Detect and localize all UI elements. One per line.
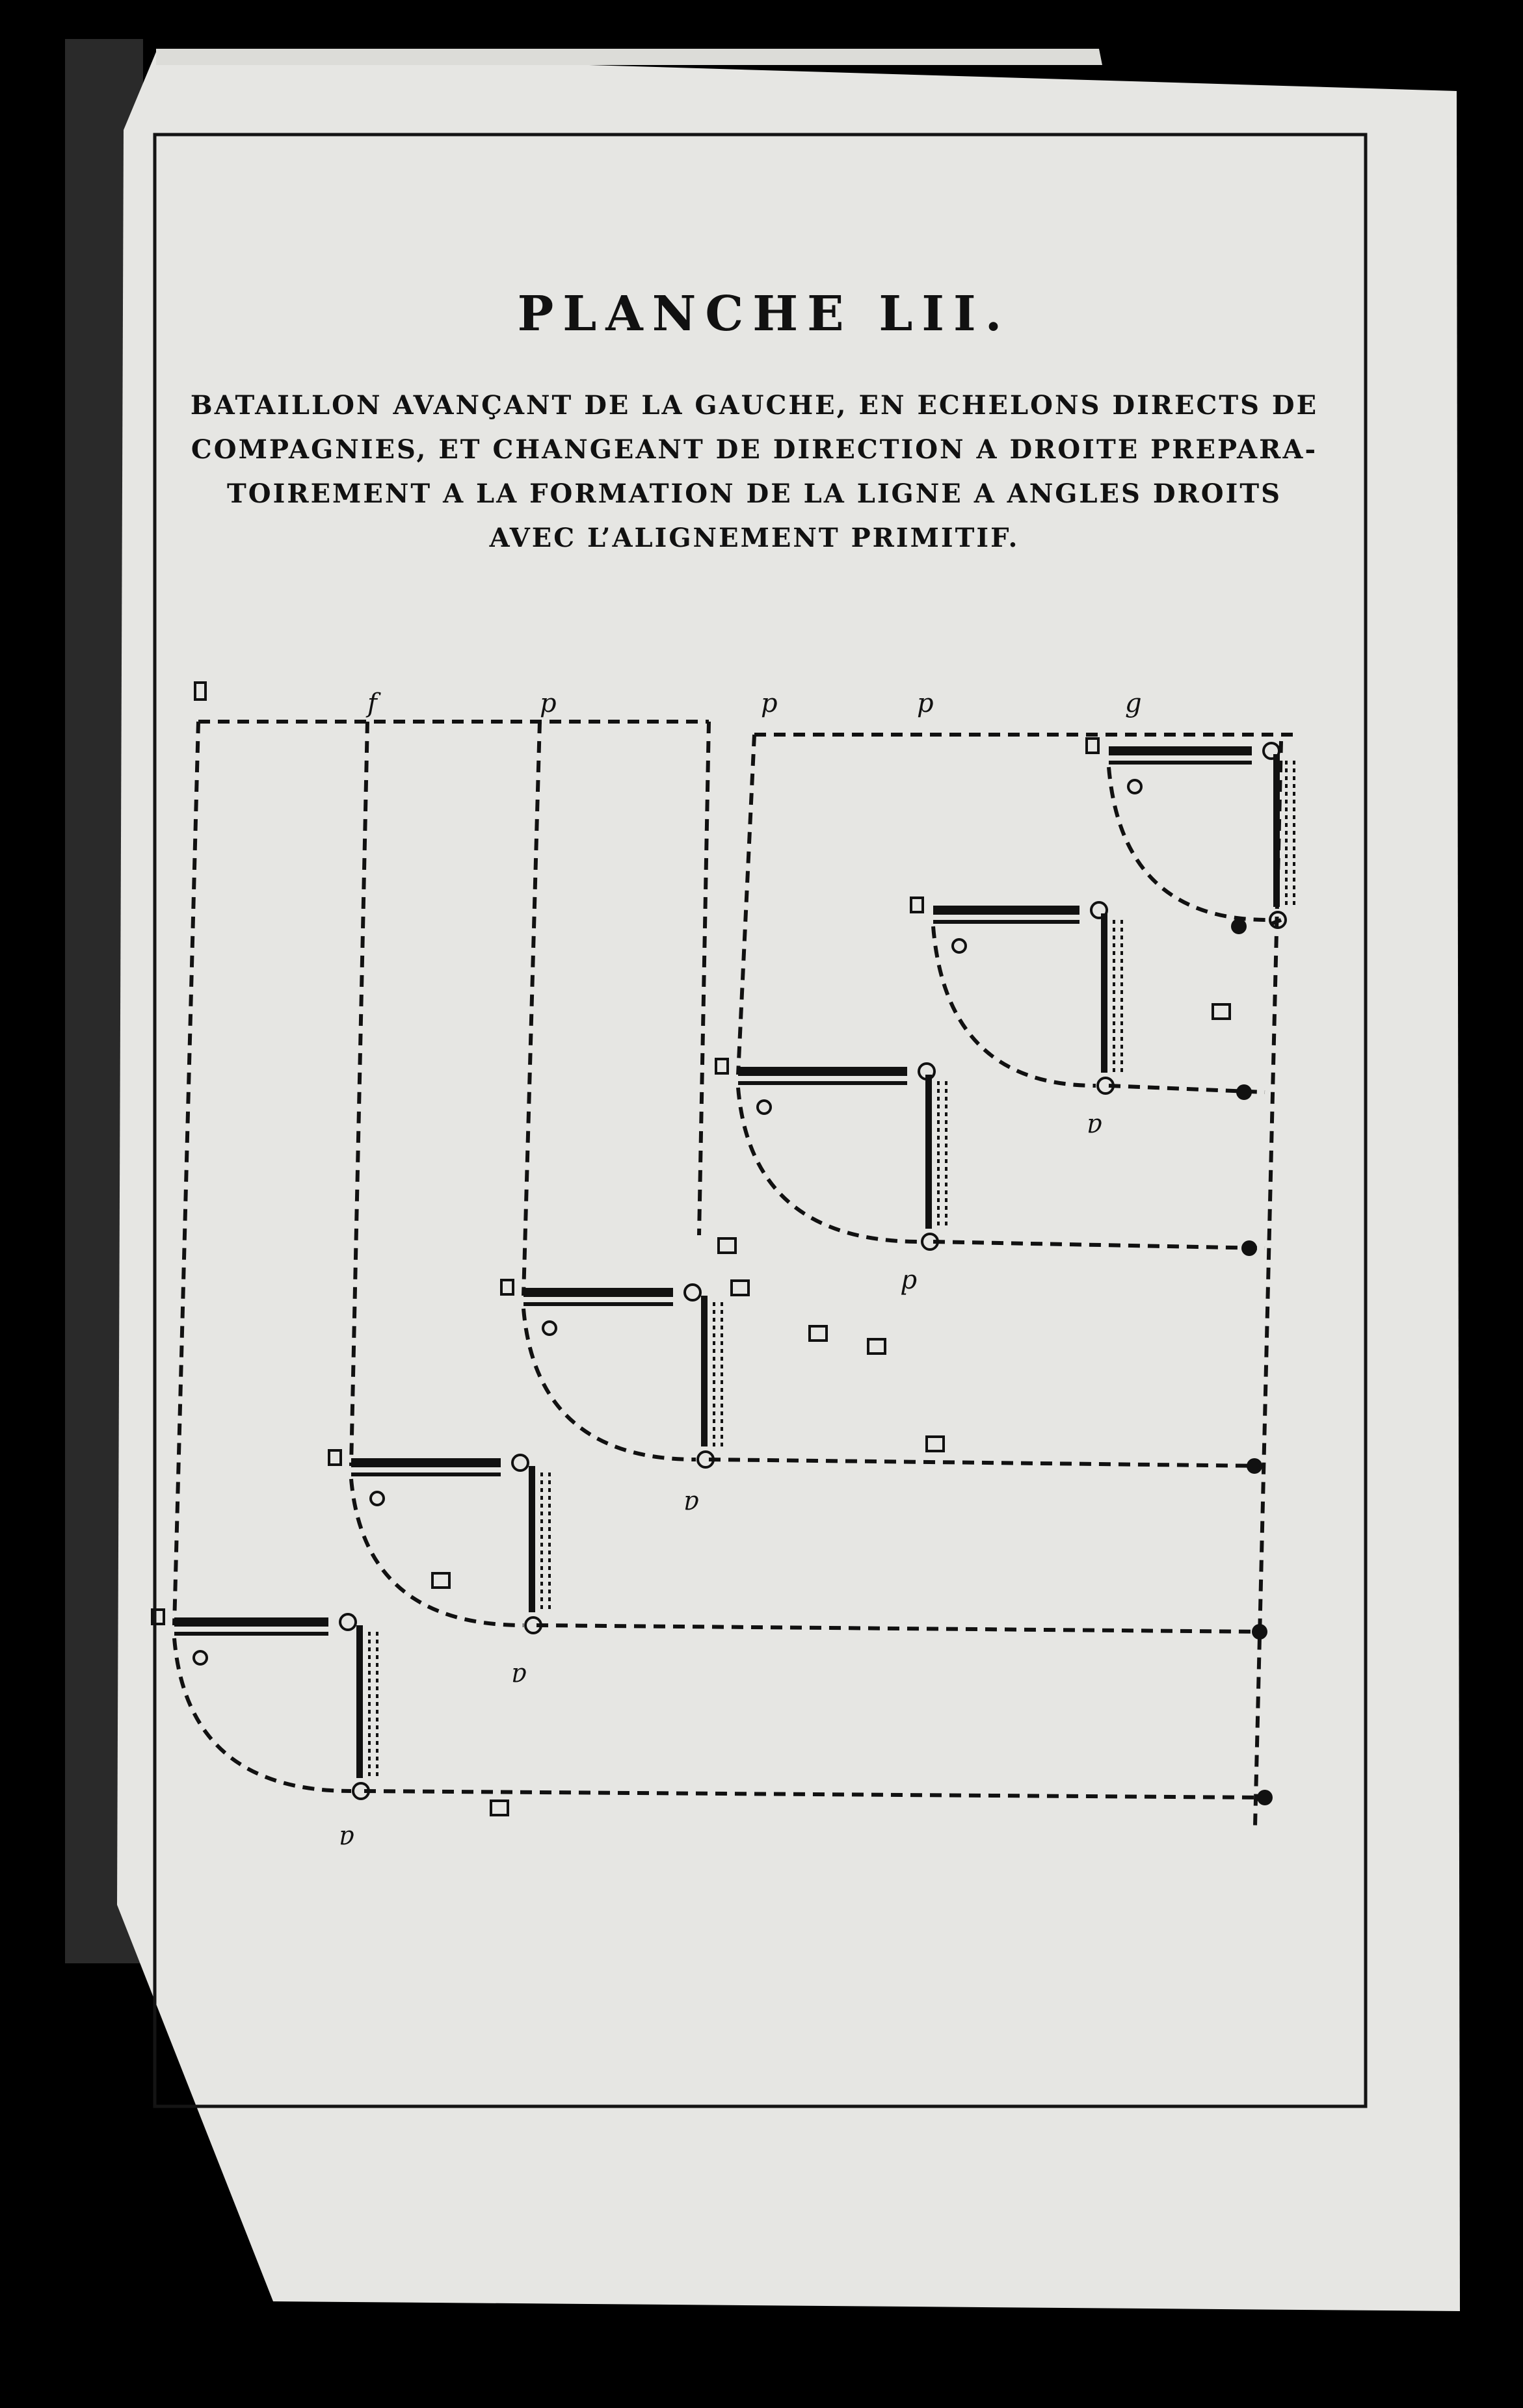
company-bar-rule-3 [523, 1302, 673, 1306]
bottom-label-1: a [339, 1824, 354, 1854]
alignment-point-1 [1257, 1790, 1273, 1805]
company-bar-rule-1 [174, 1632, 328, 1636]
pivot-circle-1 [194, 1651, 207, 1664]
company-column-2 [529, 1466, 535, 1612]
company-column-3 [701, 1296, 708, 1446]
company-bar-rule-6 [1109, 761, 1252, 765]
company-bar-4 [738, 1067, 907, 1076]
company-column-1 [356, 1625, 363, 1778]
corner-marker [195, 683, 205, 700]
bottom-label-4: a [1087, 1112, 1102, 1142]
pivot-circle-right-2 [512, 1455, 528, 1471]
bottom-label-2: a [511, 1662, 527, 1692]
march-line-4 [933, 1242, 1265, 1248]
company-bar-1 [174, 1617, 328, 1627]
wheel-arc-6 [1109, 767, 1268, 920]
officer-marker-1 [491, 1801, 508, 1815]
caption-line-2: COMPAGNIES, ET CHANGEANT DE DIRECTION A DROITE PREPARA- [191, 434, 1318, 465]
pivot-circle-4 [758, 1101, 771, 1114]
officer-marker-4 [868, 1339, 885, 1354]
officer-marker-2 [432, 1573, 449, 1588]
officer-marker-5 [927, 1437, 944, 1451]
company-bar-3 [523, 1288, 673, 1297]
guide-line-left [174, 722, 198, 1625]
top-label-5: g [1125, 688, 1142, 718]
alignment-point-2 [1252, 1624, 1267, 1640]
officer-marker-3 [810, 1326, 827, 1341]
march-line-3 [709, 1459, 1265, 1466]
guide-line-2 [351, 722, 367, 1466]
top-label-4: p [917, 688, 934, 718]
company-bar-5 [933, 906, 1079, 915]
pivot-circle-right-1 [340, 1614, 356, 1630]
guide-marker-5 [911, 898, 923, 912]
pivot-circle-5 [953, 939, 966, 952]
top-label-1: f [367, 688, 377, 718]
alignment-point-4 [1241, 1240, 1257, 1256]
caption-line-4: AVEC L’ALIGNEMENT PRIMITIF. [489, 523, 1020, 553]
company-bar-rule-5 [933, 920, 1079, 924]
guide-marker-6 [1087, 739, 1098, 753]
guide-line-4 [699, 722, 709, 1235]
officer-marker-7 [719, 1238, 735, 1253]
march-line-1 [364, 1791, 1265, 1798]
march-line-2 [536, 1625, 1265, 1632]
wheel-arc-5 [933, 926, 1096, 1086]
top-label-2: p [540, 688, 557, 718]
company-bar-rule-2 [351, 1472, 501, 1476]
top-label-3: p [761, 688, 778, 718]
guide-line-3 [523, 722, 540, 1296]
guide-marker-2 [329, 1450, 341, 1465]
pivot-circle-6 [1128, 780, 1141, 793]
guide-marker-3 [501, 1280, 513, 1294]
wheel-arc-1 [174, 1638, 351, 1791]
plate-title: PLANCHE LII. [517, 286, 1011, 342]
alignment-point-6 [1231, 919, 1247, 934]
company-bar-rule-4 [738, 1081, 907, 1085]
pivot-circle-2 [371, 1492, 384, 1505]
guide-line-5 [738, 735, 754, 1075]
wheel-arc-3 [523, 1309, 696, 1459]
guide-marker-4 [716, 1059, 728, 1073]
company-bar-6 [1109, 746, 1252, 755]
caption-line-3: TOIREMENT A LA FORMATION DE LA LIGNE A ANGLES DROITS [227, 478, 1282, 509]
officer-marker-6 [1213, 1004, 1230, 1019]
company-column-5 [1101, 913, 1107, 1073]
bottom-label-5: d [900, 1268, 917, 1298]
bottom-label-3: a [683, 1489, 699, 1519]
company-column-6 [1273, 754, 1280, 907]
company-column-4 [925, 1075, 932, 1229]
officer-marker-8 [732, 1281, 748, 1295]
company-bar-2 [351, 1458, 501, 1467]
guide-marker-1 [152, 1610, 164, 1624]
pivot-circle-3 [543, 1322, 556, 1335]
pivot-circle-right-3 [685, 1285, 700, 1300]
caption-line-1: BATAILLON AVANÇANT DE LA GAUCHE, EN ECHELONS DIRECTS DE [190, 390, 1319, 421]
wheel-arc-4 [738, 1088, 920, 1242]
alignment-point-5 [1236, 1084, 1252, 1100]
alignment-point-3 [1247, 1458, 1262, 1474]
wheel-arc-2 [351, 1479, 523, 1625]
